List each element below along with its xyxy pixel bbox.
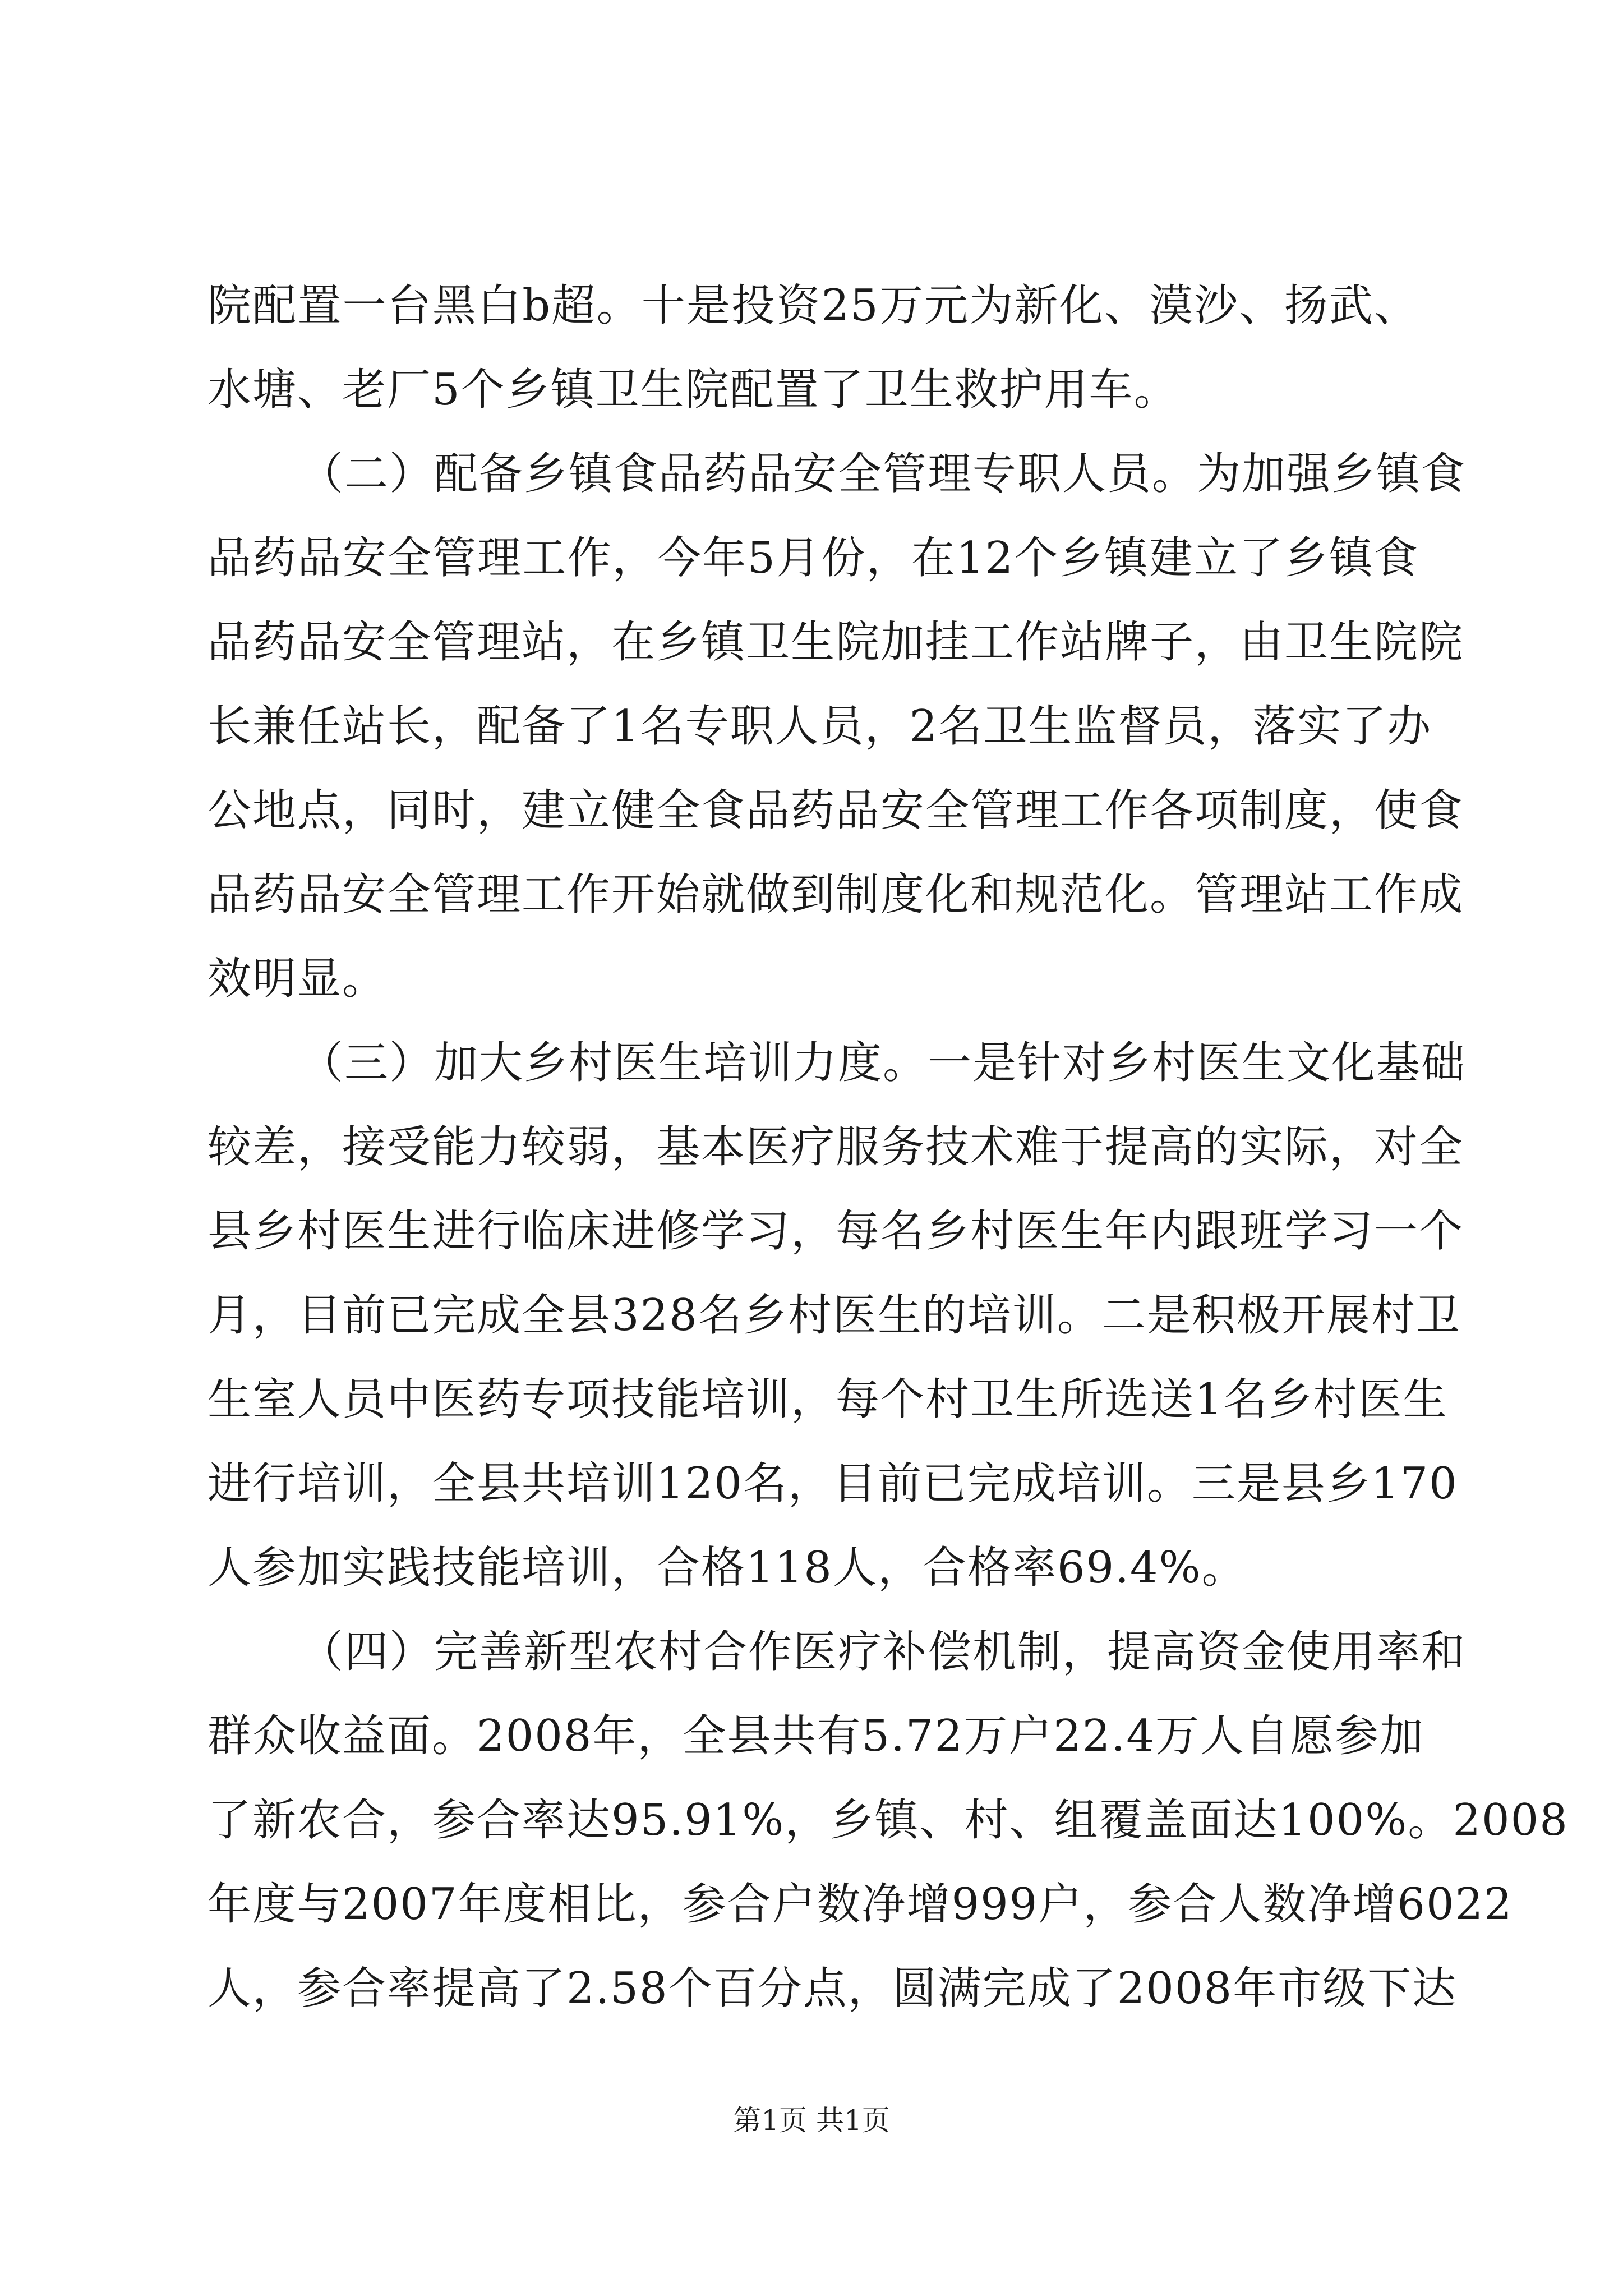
text-line: 院配置一台黑白b超。十是投资25万元为新化、漠沙、扬武、	[208, 280, 1419, 331]
text-line: 月，目前已完成全县328名乡村医生的培训。二是积极开展村卫	[208, 1290, 1461, 1341]
text-line: 品药品安全管理工作开始就做到制度化和规范化。管理站工作成	[208, 869, 1464, 920]
paragraph-first-line: （四）完善新型农村合作医疗补偿机制，提高资金使用率和	[299, 1627, 1467, 1677]
text-line: 了新农合，参合率达95.91%，乡镇、村、组覆盖面达100%。2008	[208, 1795, 1569, 1846]
text-line: 较差，接受能力较弱，基本医疗服务技术难于提高的实际，对全	[208, 1122, 1464, 1172]
text-line: 品药品安全管理工作，今年5月份，在12个乡镇建立了乡镇食	[208, 533, 1419, 583]
text-line: 生室人员中医药专项技能培训，每个村卫生所选送1名乡村医生	[208, 1374, 1448, 1425]
text-line: 年度与2007年度相比，参合户数净增999户，参合人数净增6022	[208, 1879, 1513, 1930]
text-line: 人，参合率提高了2.58个百分点，圆满完成了2008年市级下达	[208, 1963, 1458, 2014]
text-line: 进行培训，全县共培训120名，目前已完成培训。三是县乡170	[208, 1458, 1458, 1509]
text-line: 品药品安全管理站，在乡镇卫生院加挂工作站牌子，由卫生院院	[208, 617, 1464, 668]
text-line: 效明显。	[208, 954, 388, 1004]
text-line: 长兼任站长，配备了1名专职人员，2名卫生监督员，落实了办	[208, 701, 1432, 752]
text-line: 人参加实践技能培训，合格118人，合格率69.4%。	[208, 1543, 1247, 1593]
text-line: 县乡村医生进行临床进修学习，每名乡村医生年内跟班学习一个	[208, 1206, 1464, 1257]
page-footer: 第1页 共1页	[733, 2104, 890, 2137]
text-line: 群众收益面。2008年，全县共有5.72万户22.4万人自愿参加	[208, 1711, 1424, 1761]
paragraph-first-line: （二）配备乡镇食品药品安全管理专职人员。为加强乡镇食	[299, 449, 1467, 499]
document-body	[208, 264, 1569, 2031]
text-line: 公地点，同时，建立健全食品药品安全管理工作各项制度，使食	[208, 785, 1464, 836]
text-line: 水塘、老厂5个乡镇卫生院配置了卫生救护用车。	[208, 365, 1179, 415]
paragraph-first-line: （三）加大乡村医生培训力度。一是针对乡村医生文化基础	[299, 1038, 1467, 1088]
